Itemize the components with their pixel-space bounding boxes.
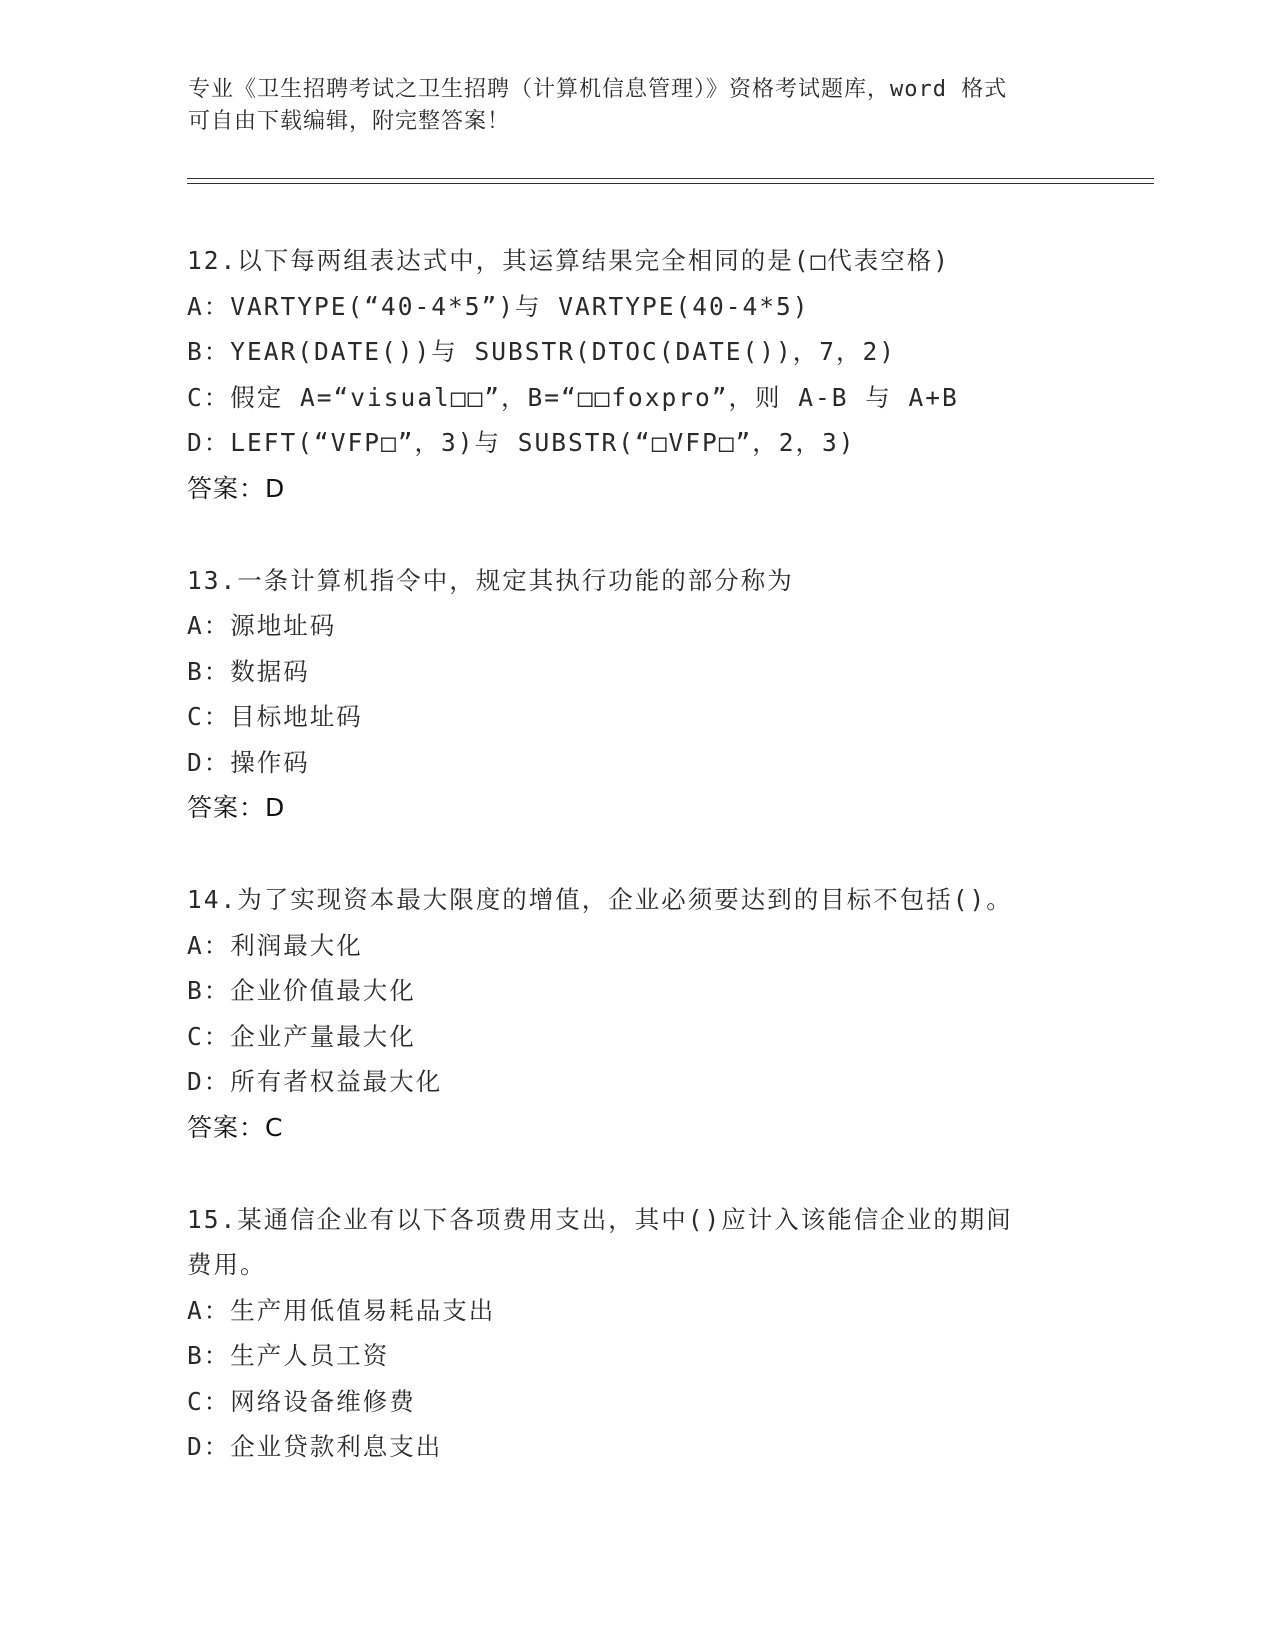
header-divider-top [187,178,1154,179]
option-c: C：网络设备维修费 [187,1386,416,1416]
option-d: D：操作码 [187,747,310,777]
question-stem-line-1: 15.某通信企业有以下各项费用支出，其中()应计入该能信企业的期间 [187,1204,1013,1234]
option-a: A：生产用低值易耗品支出 [187,1295,496,1325]
question-12 [187,238,1087,512]
option-d: D：所有者权益最大化 [187,1067,443,1096]
header-line-2: 可自由下载编辑，附完整答案！ [188,109,511,134]
question-stem: 13.一条计算机指令中，规定其执行功能的部分称为 [187,565,794,595]
question-stem-line-2: 费用。 [187,1250,267,1279]
document-header [188,74,1088,138]
option-c: C：目标地址码 [187,702,363,731]
header-line-1: 专业《卫生招聘考试之卫生招聘（计算机信息管理）》资格考试题库，word 格式 [188,77,1008,102]
option-b: B：企业价值最大化 [187,976,416,1005]
option-d: D：LEFT(“VFP□”，3)与 SUBSTR(“□VFP□”，2，3) [187,428,856,457]
option-c: C：企业产量最大化 [187,1021,416,1051]
question-14 [187,877,1087,1151]
answer-label: 答案：C [187,1112,284,1142]
option-a: A：VARTYPE(“40-4*5”)与 VARTYPE(40-4*5) [187,291,810,321]
option-a: A：利润最大化 [187,930,363,960]
question-13 [187,558,1087,832]
option-b: B：生产人员工资 [187,1341,390,1370]
option-a: A：源地址码 [187,611,337,640]
option-b: B：YEAR(DATE())与 SUBSTR(DTOC(DATE())，7，2) [187,337,897,366]
option-b: B：数据码 [187,656,310,686]
option-c: C：假定 A=“visual□□”，B=“□□foxpro”，则 A-B 与 A+B [187,382,959,412]
question-stem: 12.以下每两组表达式中，其运算结果完全相同的是(□代表空格) [187,246,950,275]
header-divider-bottom [187,183,1154,184]
answer-label: 答案：D [187,473,286,503]
question-list [187,238,1087,1516]
option-d: D：企业贷款利息支出 [187,1432,443,1461]
answer-label: 答案：D [187,793,286,822]
question-15 [187,1197,1087,1470]
question-stem: 14.为了实现资本最大限度的增值，企业必须要达到的目标不包括()。 [187,885,1013,914]
